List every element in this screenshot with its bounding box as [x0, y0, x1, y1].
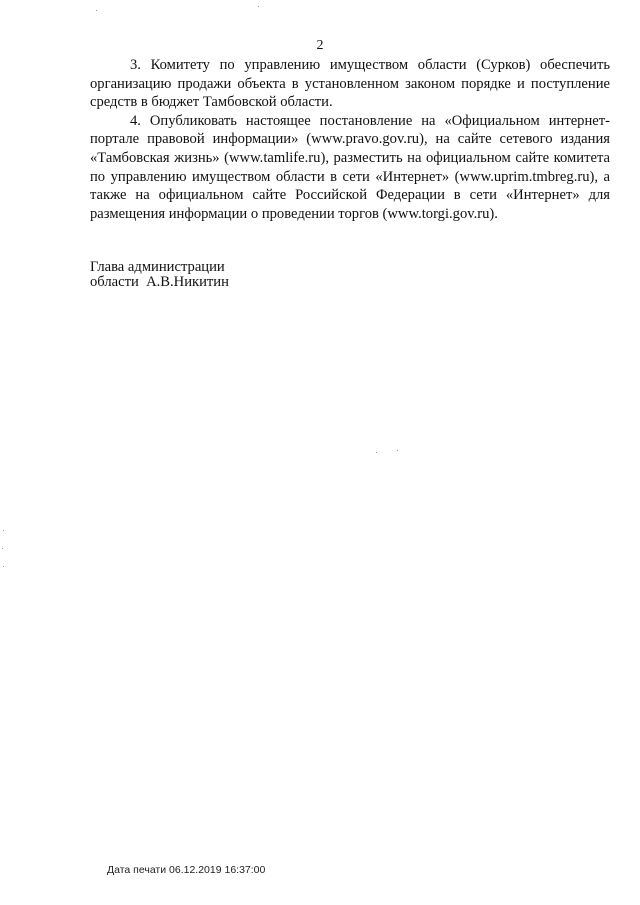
page-number: 2: [316, 38, 324, 53]
scan-speck: [96, 10, 97, 11]
scan-speck: [258, 6, 259, 7]
scan-speck: [3, 566, 4, 567]
scan-speck: [376, 452, 377, 453]
scan-speck: [397, 450, 398, 451]
paragraph-4: 4. Опубликовать настоящее постановление на «Официальном интернет-портале правовой информации» (www.pravo.gov.ru), на сайте сетевого издания «Тамбовская жизнь» (www.tamlife.ru), разместить на официальном сайте комитета по управлению имуществом области в сети «Интернет» (www.uprim.tmbreg.ru), а также на официальном сайте Российской Федерации в сети «Интернет» для размещения информации о проведении торгов (www.torgi.gov.ru).: [90, 112, 610, 222]
signature-block: [90, 260, 229, 290]
signature-title: Глава администрации: [90, 259, 225, 275]
print-date: Дата печати 06.12.2019 16:37:00: [107, 864, 266, 876]
scan-speck: [2, 548, 3, 549]
scan-speck: [3, 530, 4, 531]
document-body: [90, 56, 610, 223]
signature-name: области А.В.Никитин: [90, 274, 229, 290]
paragraph-3: 3. Комитету по управлению имуществом области (Сурков) обеспечить организацию продажи объекта в установленном законом порядке и поступление средств в бюджет Тамбовской области.: [90, 57, 610, 111]
